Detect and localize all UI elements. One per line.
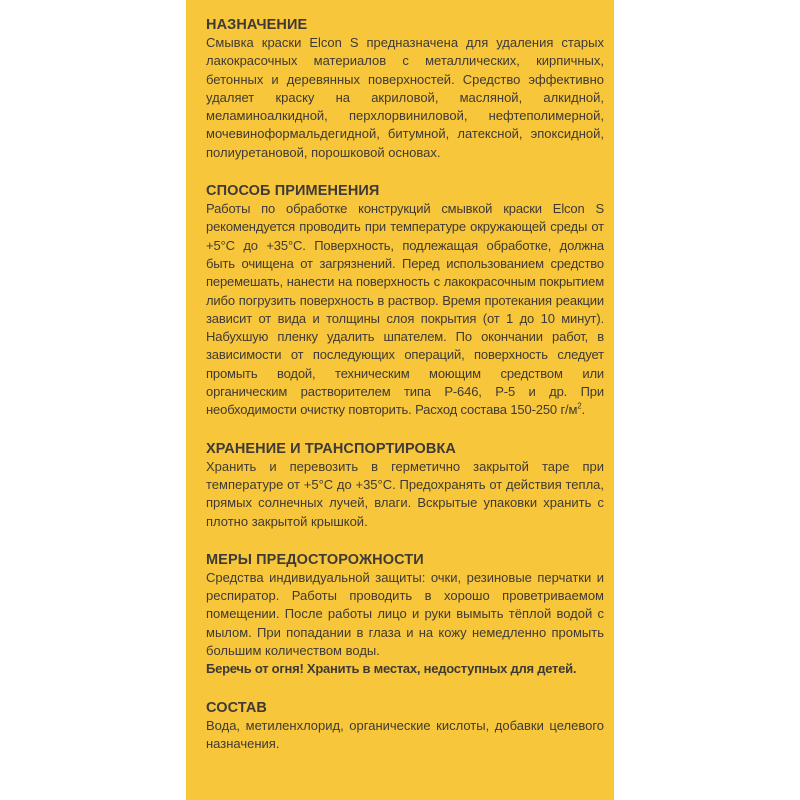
section-text: Вода, метиленхлорид, органические кислоты, добавки целевого назначения. [206, 717, 604, 751]
section-precautions [206, 551, 604, 679]
section-heading: СОСТАВ [206, 699, 267, 716]
section-heading: МЕРЫ ПРЕДОСТОРОЖНОСТИ [206, 551, 424, 568]
section-heading: ХРАНЕНИЕ И ТРАНСПОРТИРОВКА [206, 440, 457, 457]
section-heading: СПОСОБ ПРИМЕНЕНИЯ [206, 183, 380, 200]
section-purpose [206, 16, 604, 162]
section-storage-transport [206, 440, 604, 531]
section-text-main: Работы по обработке конструкций смывкой краски Elcon S рекомендуется проводить при температуре окружающей среды от +5°С до +35°С. Поверхность, подлежащая обработке, должна быть очищена от загрязнений. Перед использованием средство перемешать, нанести на поверхность с лакокрасочным покрытием либо погрузить поверхность в раствор. Время протекания реакции зависит от вида и толщины слоя покрытия (от 1 до 10 минут). Набухшую пленку удалить шпателем. По окончании работ, в зависимости от последующих операций, поверхность следует промыть водой, техническим моющим средством или органическим растворителем типа Р-646, Р-5 и др. При необходимости очистку повторить. Расход состава 150-250 г/м [206, 201, 604, 418]
section-text: Смывка краски Elcon S предназначена для удаления старых лакокрасочных материалов с металлических, кирпичных, бетонных и деревянных поверхностей. Средство эффективно удаляет краску на акриловой, масляной, алкидной, меламиноалкидной, перхлорвиниловой, нефтеполимерной, мочевиноформальдегидной, битумной, латексной, эпоксидной, полиуретановой, порошковой основах. [206, 35, 604, 160]
section-text: Средства индивидуальной защиты: очки, резиновые перчатки и респиратор. Работы проводить в хорошо проветриваемом помещении. После работы лицо и руки вымыть тёплой водой с мылом. При попадании в глаза и на кожу немедленно промыть большим количеством воды. [206, 569, 604, 659]
section-application-method [206, 182, 604, 420]
section-text-end: . [581, 402, 586, 418]
unit-superscript: 2 [577, 402, 582, 412]
section-text: Хранить и перевозить в герметично закрытой таре при температуре от +5°С до +35°С. Предохранять от действия тепла, прямых солнечных лучей, влаги. Вскрытые упаковки хранить с плотно закрытой крышкой. [206, 458, 604, 529]
section-text [206, 200, 604, 420]
product-info-panel [186, 0, 614, 800]
fire-child-warning: Беречь от огня! Хранить в местах, недоступных для детей. [206, 661, 577, 677]
section-heading: НАЗНАЧЕНИЕ [206, 17, 308, 33]
section-composition [206, 699, 604, 754]
